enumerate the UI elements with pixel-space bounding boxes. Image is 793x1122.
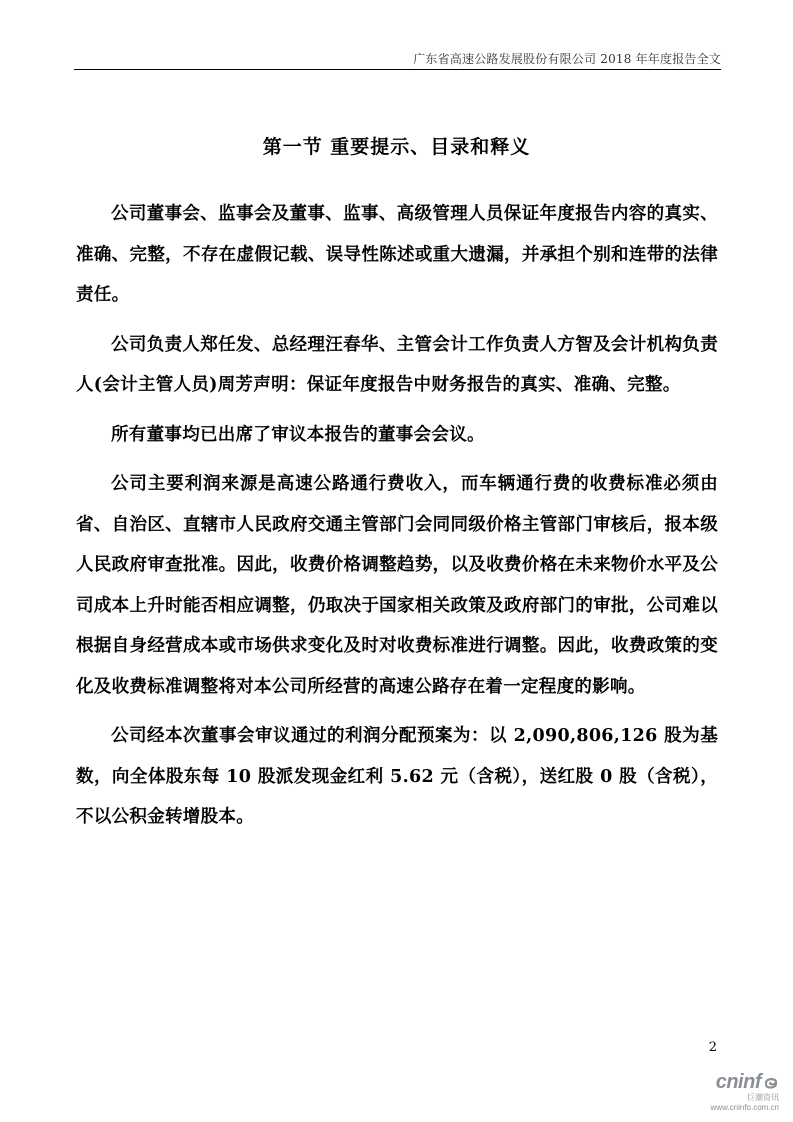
watermark-logo-text: cninf	[715, 1071, 761, 1093]
paragraph-toll-policy-risk: 公司主要利润来源是高速公路通行费收入，而车辆通行费的收费标准必须由省、自治区、直辖市人民政府交通主管部门会同同级价格主管部门审核后，报本级人民政府审查批准。因此，收费价格调整趋势，以及收费价格在未来物价水平及公司成本上升时能否相应调整，仍取决于国家相关政策及政府部门的审批，公司难以根据自身经营成本或市场供求变化及时对收费标准进行调整。因此，收费政策的变化及收费标准调整将对本公司所经营的高速公路存在着一定程度的影响。	[76, 474, 718, 697]
document-body	[76, 194, 718, 847]
paragraph-board-attendance: 所有董事均已出席了审议本报告的董事会会议。	[111, 424, 485, 445]
paragraph-executive-declaration: 公司负责人郑任发、总经理汪春华、主管会计工作负责人方智及会计机构负责人(会计主管人员)周芳声明：保证年度报告中财务报告的真实、准确、完整。	[76, 334, 718, 395]
section-title: 第一节 重要提示、目录和释义	[262, 136, 531, 158]
running-header: 广东省高速公路发展股份有限公司 2018 年年度报告全文	[413, 52, 721, 66]
cninfo-watermark	[711, 1071, 779, 1112]
header-divider	[74, 69, 721, 70]
paragraph-profit-distribution: 公司经本次董事会审议通过的利润分配预案为：以 2,090,806,126 股为基数，向全体股东每 10 股派发现金红利 5.62 元（含税），送红股 0 股（含税），不以公积金转增股本。	[76, 726, 718, 827]
paragraph-responsibility-statement: 公司董事会、监事会及董事、监事、高级管理人员保证年度报告内容的真实、准确、完整，不存在虚假记载、误导性陈述或重大遗漏，并承担个别和连带的法律责任。	[76, 204, 718, 305]
watermark-url: www.cninfo.com.cn	[710, 1103, 779, 1112]
watermark-logo	[716, 1071, 779, 1094]
cninfo-swirl-icon	[763, 1075, 779, 1091]
watermark-subtitle: 巨潮资讯	[747, 1093, 779, 1102]
page-number: 2	[708, 1040, 717, 1055]
